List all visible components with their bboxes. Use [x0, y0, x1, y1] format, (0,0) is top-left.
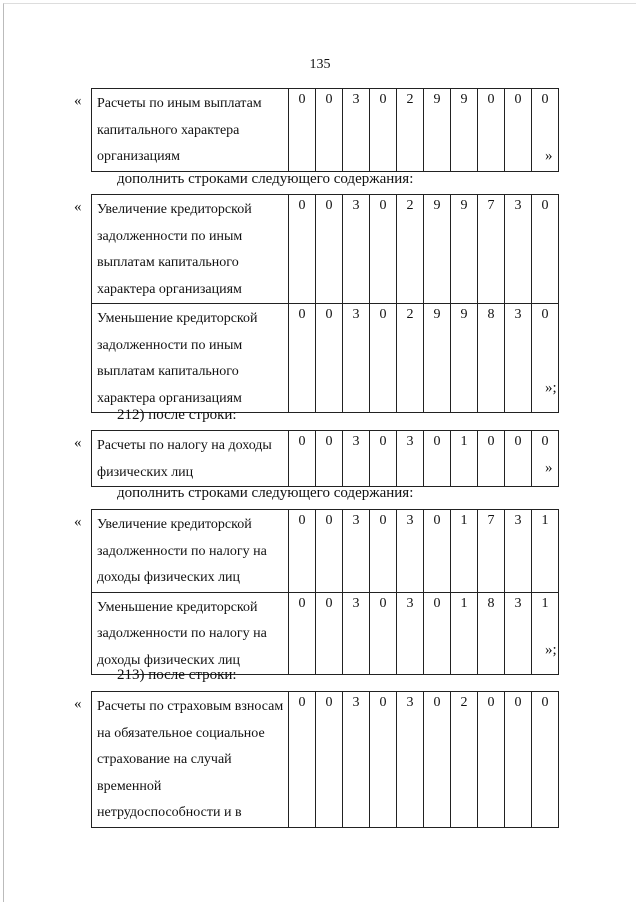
page-number: 135 [309, 57, 331, 72]
code-digit: 0 [289, 304, 316, 413]
code-digit: 8 [478, 304, 505, 413]
row-name: Расчеты по налогу на доходы физических лиц [92, 431, 289, 487]
code-digit: 2 [451, 692, 478, 828]
code-digit: 3 [397, 431, 424, 487]
code-digit: 0 [532, 89, 559, 172]
instruction-text: 212) после строки: [117, 407, 237, 423]
code-digit: 0 [289, 431, 316, 487]
code-digit: 0 [424, 592, 451, 675]
code-digit: 7 [478, 195, 505, 304]
code-digit: 9 [451, 195, 478, 304]
close-quote: » [545, 148, 553, 164]
code-digit: 8 [478, 592, 505, 675]
code-digit: 2 [397, 89, 424, 172]
code-digit: 0 [289, 195, 316, 304]
open-quote: « [74, 199, 82, 215]
open-quote: « [74, 514, 82, 530]
code-digit: 0 [370, 692, 397, 828]
code-digit: 9 [451, 89, 478, 172]
code-table [91, 88, 559, 172]
row-name: Увеличение кредиторской задолженности по иным выплатам капитального характера организациям [92, 195, 289, 304]
code-digit: 3 [505, 592, 532, 675]
code-digit: 0 [289, 592, 316, 675]
code-digit: 0 [370, 89, 397, 172]
code-digit: 3 [343, 431, 370, 487]
code-digit: 1 [532, 510, 559, 593]
code-digit: 3 [397, 592, 424, 675]
code-digit: 0 [316, 431, 343, 487]
code-digit: 0 [316, 592, 343, 675]
code-digit: 2 [397, 195, 424, 304]
code-digit: 7 [478, 510, 505, 593]
code-digit: 3 [343, 304, 370, 413]
code-digit: 0 [424, 510, 451, 593]
code-table [91, 509, 559, 675]
code-digit: 0 [316, 195, 343, 304]
code-digit: 0 [478, 692, 505, 828]
row-name: Уменьшение кредиторской задолженности по налогу на доходы физических лиц [92, 592, 289, 675]
table-row [92, 89, 559, 172]
code-digit: 3 [343, 510, 370, 593]
open-quote: « [74, 696, 82, 712]
code-digit: 0 [532, 195, 559, 304]
code-digit: 3 [343, 692, 370, 828]
code-digit: 0 [289, 510, 316, 593]
code-digit: 0 [505, 89, 532, 172]
code-digit: 0 [316, 304, 343, 413]
code-digit: 3 [343, 89, 370, 172]
close-quote: » [545, 460, 553, 476]
close-quote: »; [545, 380, 557, 396]
code-digit: 0 [505, 431, 532, 487]
code-digit: 9 [451, 304, 478, 413]
code-digit: 0 [424, 692, 451, 828]
code-digit: 2 [397, 304, 424, 413]
table-row [92, 692, 559, 828]
close-quote: »; [545, 642, 557, 658]
code-digit: 9 [424, 195, 451, 304]
table-row [92, 195, 559, 304]
code-digit: 1 [532, 592, 559, 675]
code-digit: 0 [532, 431, 559, 487]
row-name: Расчеты по иным выплатам капитального характера организациям [92, 89, 289, 172]
code-digit: 0 [478, 431, 505, 487]
row-name: Увеличение кредиторской задолженности по налогу на доходы физических лиц [92, 510, 289, 593]
code-table [91, 691, 559, 828]
code-digit: 0 [370, 510, 397, 593]
code-digit: 0 [316, 89, 343, 172]
code-digit: 0 [505, 692, 532, 828]
code-digit: 3 [505, 304, 532, 413]
code-digit: 0 [316, 692, 343, 828]
code-digit: 9 [424, 304, 451, 413]
code-digit: 3 [343, 592, 370, 675]
code-digit: 9 [424, 89, 451, 172]
code-table [91, 194, 559, 413]
instruction-text: 213) после строки: [117, 667, 237, 683]
table-row [92, 304, 559, 413]
row-name: Расчеты по страховым взносам на обязательное социальное страхование на случай временной нетрудоспособности и в [92, 692, 289, 828]
open-quote: « [74, 435, 82, 451]
code-digit: 0 [532, 692, 559, 828]
instruction-text: дополнить строками следующего содержания: [117, 485, 414, 501]
code-digit: 0 [370, 195, 397, 304]
open-quote: « [74, 93, 82, 109]
code-digit: 3 [343, 195, 370, 304]
code-digit: 0 [478, 89, 505, 172]
code-digit: 0 [289, 89, 316, 172]
code-digit: 0 [370, 431, 397, 487]
code-digit: 1 [451, 510, 478, 593]
code-digit: 3 [505, 510, 532, 593]
code-digit: 3 [397, 692, 424, 828]
code-digit: 3 [397, 510, 424, 593]
code-digit: 1 [451, 431, 478, 487]
table-row [92, 431, 559, 487]
code-digit: 1 [451, 592, 478, 675]
code-digit: 3 [505, 195, 532, 304]
table-row [92, 592, 559, 675]
code-digit: 0 [370, 592, 397, 675]
code-digit: 0 [532, 304, 559, 413]
code-table [91, 430, 559, 487]
table-row [92, 510, 559, 593]
code-digit: 0 [370, 304, 397, 413]
code-digit: 0 [424, 431, 451, 487]
row-name: Уменьшение кредиторской задолженности по иным выплатам капитального характера организациям [92, 304, 289, 413]
code-digit: 0 [289, 692, 316, 828]
code-digit: 0 [316, 510, 343, 593]
instruction-text: дополнить строками следующего содержания: [117, 171, 414, 187]
